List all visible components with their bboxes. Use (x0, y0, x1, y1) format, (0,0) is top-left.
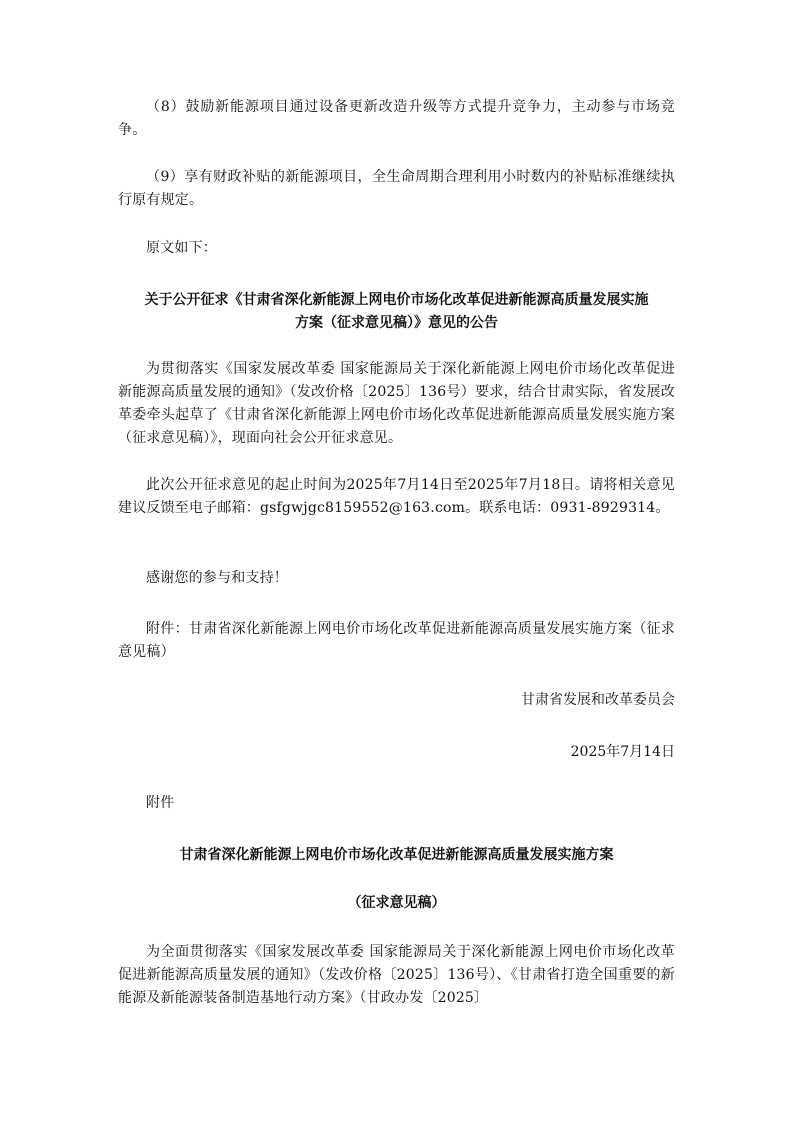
paragraph-item-8: （8）鼓励新能源项目通过设备更新改造升级等方式提升竞争力，主动参与市场竞争。 (118, 99, 675, 138)
attachment-note: 附件：甘肃省深化新能源上网电价市场化改革促进新能源高质量发展实施方案（征求意见稿） (118, 621, 675, 660)
paragraph-item-9: （9）享有财政补贴的新能源项目，全生命周期合理利用小时数内的补贴标准继续执行原有规定。 (118, 169, 675, 208)
attachment-label: 附件 (146, 795, 175, 811)
thanks-text: 感谢您的参与和支持！ (146, 570, 288, 586)
plan-title: 甘肃省深化新能源上网电价市场化改革促进新能源高质量发展实施方案 (179, 847, 614, 863)
plan-subtitle: （征求意见稿） (347, 895, 446, 911)
notice-title: 关于公开征求《甘肃省深化新能源上网电价市场化改革促进新能源高质量发展实施方案（征求意见稿）》意见的公告 (144, 292, 649, 331)
plan-paragraph-1: 为全面贯彻落实《国家发展改革委 国家能源局关于深化新能源上网电价市场化改革促进新能源高质量发展的通知》（发改价格〔2025〕136号）、《甘肃省打造全国重要的新能源及新能源装备制造基地行动方案》（甘政办发〔2025〕 (118, 944, 675, 1006)
original-text-intro: 原文如下： (146, 240, 217, 256)
notice-paragraph-2: 此次公开征求意见的起止时间为2025年7月14日至2025年7月18日。请将相关意见建议反馈至电子邮箱：gsfgwjgc8159552@163.com。联系电话：0931-8929314。 (118, 477, 675, 516)
signature-date: 2025年7月14日 (570, 744, 675, 760)
signature-organization: 甘肃省发展和改革委员会 (521, 692, 675, 708)
notice-paragraph-1: 为贯彻落实《国家发展改革委 国家能源局关于深化新能源上网电价市场化改革促进新能源高质量发展的通知》（发改价格〔2025〕136号）要求，结合甘肃实际，省发展改革委牵头起草了《甘肃省深化新能源上网电价市场化改革促进新能源高质量发展实施方案（征求意见稿）》，现面向社会公开征求意见。 (118, 361, 675, 446)
